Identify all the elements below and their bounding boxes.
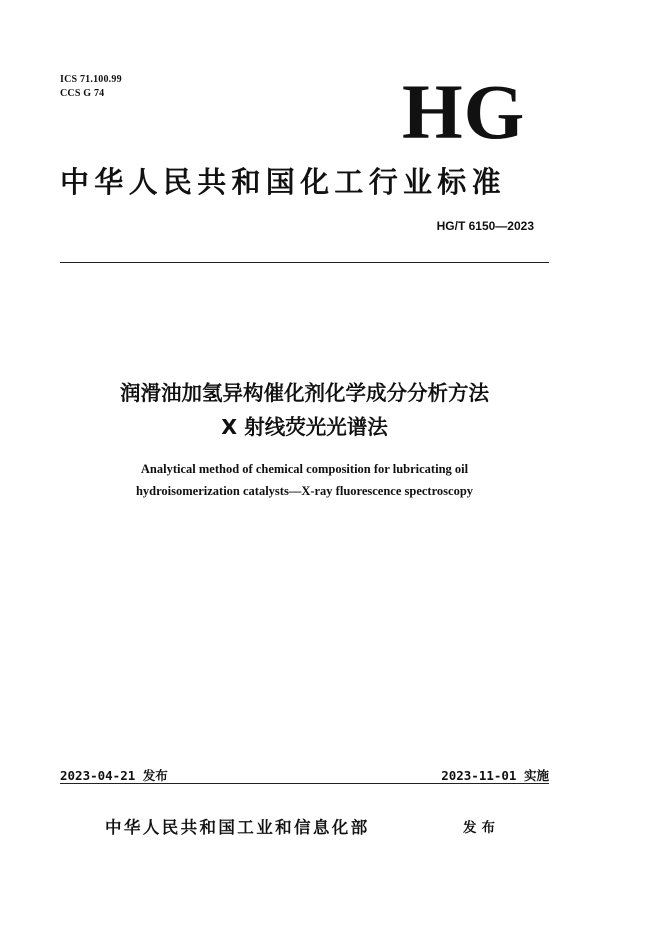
issuing-authority: 中华人民共和国工业和信息化部 bbox=[105, 818, 370, 837]
ics-code: ICS 71.100.99 bbox=[60, 74, 122, 85]
title-english-line-2: hydroisomerization catalysts—X-ray fluorescence spectroscopy bbox=[135, 484, 474, 498]
issue-date: 2023-04-21 发布 bbox=[60, 768, 168, 783]
bottom-divider bbox=[60, 783, 549, 784]
issue-label: 发布 bbox=[463, 820, 500, 836]
title-chinese-line-1: 润滑油加氢异构催化剂化学成分分析方法 bbox=[120, 381, 489, 405]
ccs-code: CCS G 74 bbox=[60, 88, 105, 99]
standard-number: HG/T 6150—2023 bbox=[436, 219, 534, 233]
top-divider bbox=[60, 262, 549, 263]
hg-logo: HG bbox=[402, 68, 526, 155]
title-english-line-1: Analytical method of chemical composition for lubricating oil bbox=[140, 462, 469, 476]
title-chinese-line-2: X 射线荧光光谱法 bbox=[221, 415, 388, 439]
standard-category: 中华人民共和国化工行业标准 bbox=[60, 165, 506, 199]
effective-date: 2023-11-01 实施 bbox=[441, 768, 549, 783]
